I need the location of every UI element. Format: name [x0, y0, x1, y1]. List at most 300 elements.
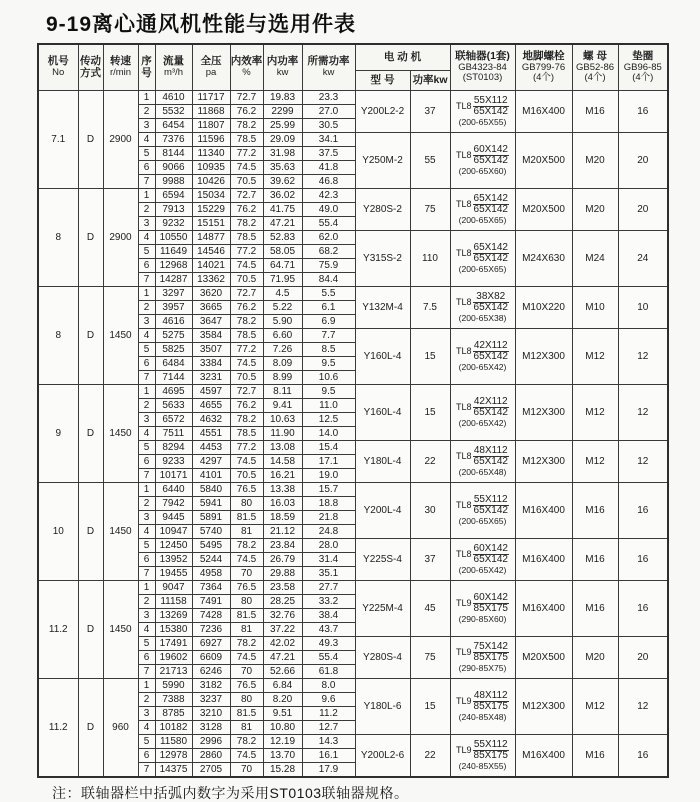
cell-required-power: 31.4 — [302, 553, 355, 567]
cell-pressure: 11807 — [192, 119, 230, 133]
cell-seq: 1 — [138, 581, 155, 595]
cell-pressure: 3182 — [192, 679, 230, 693]
cell-motor-model: Y200L-4 — [355, 483, 410, 539]
cell-anchor-bolt: M16X400 — [515, 91, 572, 133]
cell-pressure: 5840 — [192, 483, 230, 497]
cell-internal-power: 29.88 — [263, 567, 302, 581]
cell-flow: 9066 — [155, 161, 192, 175]
cell-anchor-bolt: M20X500 — [515, 637, 572, 679]
cell-motor-power: 110 — [410, 231, 450, 287]
cell-speed: 1450 — [103, 483, 138, 581]
cell-required-power: 41.8 — [302, 161, 355, 175]
col-header-drive: 传动 方式 — [78, 44, 103, 91]
cell-flow: 9047 — [155, 581, 192, 595]
cell-flow: 6454 — [155, 119, 192, 133]
cell-required-power: 12.5 — [302, 413, 355, 427]
cell-seq: 1 — [138, 91, 155, 105]
cell-flow: 4695 — [155, 385, 192, 399]
cell-efficiency: 78.2 — [230, 217, 263, 231]
cell-seq: 7 — [138, 175, 155, 189]
coupling-fraction — [473, 593, 509, 614]
table-header — [38, 44, 668, 91]
coupling-fraction — [473, 642, 509, 663]
cell-efficiency: 80 — [230, 497, 263, 511]
coupling-st0103-note: (200-65X42) — [458, 565, 507, 576]
cell-required-power: 9.5 — [302, 385, 355, 399]
cell-speed: 2900 — [103, 189, 138, 287]
coupling-type: TL8 — [456, 346, 472, 357]
cell-seq: 7 — [138, 763, 155, 778]
cell-motor-model: Y250M-2 — [355, 133, 410, 189]
cell-seq: 6 — [138, 259, 155, 273]
cell-seq: 4 — [138, 133, 155, 147]
cell-flow: 12450 — [155, 539, 192, 553]
cell-pressure: 2996 — [192, 735, 230, 749]
coupling-bottom: 65X142 — [473, 351, 508, 363]
coupling-bottom: 65X142 — [473, 407, 508, 419]
coupling-bottom: 85X175 — [473, 750, 508, 762]
cell-required-power: 15.7 — [302, 483, 355, 497]
cell-seq: 2 — [138, 497, 155, 511]
cell-efficiency: 78.2 — [230, 119, 263, 133]
table-row — [38, 385, 668, 399]
cell-coupling — [450, 539, 515, 581]
cell-motor-model: Y160L-4 — [355, 329, 410, 385]
col-header-efficiency: 内效率 % — [230, 44, 263, 91]
cell-required-power: 55.4 — [302, 217, 355, 231]
cell-pressure: 4453 — [192, 441, 230, 455]
cell-internal-power: 8.20 — [263, 693, 302, 707]
cell-anchor-bolt: M16X400 — [515, 581, 572, 637]
coupling-fraction — [473, 145, 509, 166]
cell-internal-power: 23.58 — [263, 581, 302, 595]
cell-required-power: 23.3 — [302, 91, 355, 105]
cell-pressure: 7491 — [192, 595, 230, 609]
coupling-spec — [451, 495, 515, 516]
cell-machine-no: 11.2 — [38, 679, 78, 778]
cell-coupling — [450, 385, 515, 441]
cell-pressure: 6927 — [192, 637, 230, 651]
cell-anchor-bolt: M12X300 — [515, 329, 572, 385]
table-row — [38, 483, 668, 497]
cell-flow: 3297 — [155, 287, 192, 301]
cell-pressure: 5495 — [192, 539, 230, 553]
cell-washer: 20 — [618, 189, 668, 231]
cell-internal-power: 41.75 — [263, 203, 302, 217]
cell-efficiency: 81 — [230, 525, 263, 539]
cell-internal-power: 64.71 — [263, 259, 302, 273]
cell-flow: 19602 — [155, 651, 192, 665]
coupling-fraction — [473, 341, 509, 362]
cell-flow: 4610 — [155, 91, 192, 105]
cell-washer: 16 — [618, 91, 668, 133]
coupling-type: TL8 — [456, 248, 472, 259]
cell-drive-type: D — [78, 581, 103, 679]
table-row — [38, 189, 668, 203]
coupling-spec — [451, 145, 515, 166]
coupling-spec — [451, 642, 515, 663]
cell-required-power: 14.0 — [302, 427, 355, 441]
cell-internal-power: 6.60 — [263, 329, 302, 343]
cell-pressure: 3384 — [192, 357, 230, 371]
cell-efficiency: 81.5 — [230, 609, 263, 623]
cell-pressure: 5740 — [192, 525, 230, 539]
cell-seq: 4 — [138, 329, 155, 343]
cell-internal-power: 9.51 — [263, 707, 302, 721]
cell-internal-power: 23.84 — [263, 539, 302, 553]
cell-required-power: 37.5 — [302, 147, 355, 161]
cell-seq: 2 — [138, 105, 155, 119]
cell-seq: 2 — [138, 595, 155, 609]
cell-efficiency: 78.5 — [230, 231, 263, 245]
col-header-flow: 流量 m³/h — [155, 44, 192, 91]
cell-seq: 5 — [138, 539, 155, 553]
cell-seq: 4 — [138, 525, 155, 539]
cell-efficiency: 74.5 — [230, 357, 263, 371]
cell-flow: 7913 — [155, 203, 192, 217]
cell-efficiency: 74.5 — [230, 749, 263, 763]
cell-pressure: 4551 — [192, 427, 230, 441]
cell-required-power: 5.5 — [302, 287, 355, 301]
cell-required-power: 12.7 — [302, 721, 355, 735]
cell-internal-power: 15.28 — [263, 763, 302, 778]
cell-flow: 11158 — [155, 595, 192, 609]
cell-coupling — [450, 637, 515, 679]
coupling-st0103-note: (200-65X48) — [458, 467, 507, 478]
cell-efficiency: 74.5 — [230, 651, 263, 665]
coupling-st0103-note: (200-65X42) — [458, 418, 507, 429]
cell-efficiency: 74.5 — [230, 161, 263, 175]
coupling-fraction — [473, 96, 509, 117]
cell-required-power: 11.2 — [302, 707, 355, 721]
cell-required-power: 49.0 — [302, 203, 355, 217]
cell-efficiency: 78.2 — [230, 315, 263, 329]
coupling-top: 75X142 — [473, 641, 508, 653]
cell-required-power: 34.1 — [302, 133, 355, 147]
cell-nut: M20 — [572, 189, 618, 231]
coupling-st0103-note: (200-65X60) — [458, 166, 507, 177]
coupling-spec — [451, 740, 515, 761]
coupling-spec — [451, 593, 515, 614]
cell-flow: 19455 — [155, 567, 192, 581]
cell-flow: 5825 — [155, 343, 192, 357]
cell-coupling — [450, 189, 515, 231]
cell-flow: 12968 — [155, 259, 192, 273]
coupling-type: TL9 — [456, 745, 472, 756]
cell-nut: M24 — [572, 231, 618, 287]
cell-efficiency: 70 — [230, 763, 263, 778]
cell-coupling — [450, 483, 515, 539]
cell-pressure: 4632 — [192, 413, 230, 427]
cell-pressure: 3210 — [192, 707, 230, 721]
cell-motor-model: Y132M-4 — [355, 287, 410, 329]
coupling-fraction — [473, 194, 509, 215]
col-header-anchor-bolt: 地脚螺栓 GB799-76 (4个) — [515, 44, 572, 91]
cell-seq: 2 — [138, 693, 155, 707]
coupling-bottom: 65X142 — [473, 456, 508, 468]
cell-anchor-bolt: M24X630 — [515, 231, 572, 287]
cell-seq: 6 — [138, 651, 155, 665]
cell-flow: 7942 — [155, 497, 192, 511]
cell-machine-no: 9 — [38, 385, 78, 483]
cell-flow: 6594 — [155, 189, 192, 203]
cell-pressure: 3584 — [192, 329, 230, 343]
cell-efficiency: 72.7 — [230, 287, 263, 301]
cell-internal-power: 28.25 — [263, 595, 302, 609]
cell-efficiency: 77.2 — [230, 343, 263, 357]
cell-internal-power: 13.38 — [263, 483, 302, 497]
cell-flow: 9233 — [155, 455, 192, 469]
cell-pressure: 2705 — [192, 763, 230, 778]
cell-washer: 16 — [618, 483, 668, 539]
coupling-st0103-note: (200-65X65) — [458, 215, 507, 226]
cell-efficiency: 78.2 — [230, 413, 263, 427]
cell-internal-power: 12.19 — [263, 735, 302, 749]
col-header-nut: 螺 母 GB52-86 (4个) — [572, 44, 618, 91]
coupling-spec — [451, 691, 515, 712]
cell-pressure: 6246 — [192, 665, 230, 679]
cell-pressure: 15151 — [192, 217, 230, 231]
cell-flow: 9445 — [155, 511, 192, 525]
cell-required-power: 33.2 — [302, 595, 355, 609]
cell-efficiency: 76.2 — [230, 301, 263, 315]
coupling-type: TL8 — [456, 451, 472, 462]
cell-efficiency: 72.7 — [230, 189, 263, 203]
cell-internal-power: 4.5 — [263, 287, 302, 301]
coupling-top: 42X112 — [473, 396, 508, 408]
cell-seq: 6 — [138, 455, 155, 469]
cell-required-power: 14.3 — [302, 735, 355, 749]
col-header-speed: 转速 r/min — [103, 44, 138, 91]
cell-flow: 10550 — [155, 231, 192, 245]
cell-required-power: 27.7 — [302, 581, 355, 595]
cell-internal-power: 10.63 — [263, 413, 302, 427]
coupling-bottom: 65X142 — [473, 106, 508, 118]
cell-seq: 7 — [138, 567, 155, 581]
cell-seq: 3 — [138, 119, 155, 133]
cell-flow: 5990 — [155, 679, 192, 693]
cell-internal-power: 9.41 — [263, 399, 302, 413]
coupling-type: TL8 — [456, 101, 472, 112]
cell-internal-power: 21.12 — [263, 525, 302, 539]
cell-required-power: 62.0 — [302, 231, 355, 245]
cell-flow: 13952 — [155, 553, 192, 567]
cell-seq: 6 — [138, 553, 155, 567]
cell-machine-no: 8 — [38, 189, 78, 287]
cell-flow: 14375 — [155, 763, 192, 778]
cell-anchor-bolt: M10X220 — [515, 287, 572, 329]
cell-seq: 4 — [138, 623, 155, 637]
coupling-fraction — [473, 292, 509, 313]
cell-nut: M12 — [572, 385, 618, 441]
cell-seq: 4 — [138, 231, 155, 245]
cell-internal-power: 16.21 — [263, 469, 302, 483]
cell-efficiency: 81 — [230, 623, 263, 637]
cell-seq: 3 — [138, 609, 155, 623]
cell-pressure: 10426 — [192, 175, 230, 189]
coupling-type: TL8 — [456, 549, 472, 560]
cell-motor-model: Y280S-4 — [355, 637, 410, 679]
cell-speed: 960 — [103, 679, 138, 778]
cell-pressure: 5244 — [192, 553, 230, 567]
cell-required-power: 35.1 — [302, 567, 355, 581]
cell-internal-power: 6.84 — [263, 679, 302, 693]
col-header-seq: 序 号 — [138, 44, 155, 91]
col-header-motor-power: 功率kw — [410, 71, 450, 91]
cell-seq: 5 — [138, 637, 155, 651]
cell-coupling — [450, 329, 515, 385]
coupling-top: 42X112 — [473, 340, 508, 352]
col-header-washer: 垫圈 GB96-85 (4个) — [618, 44, 668, 91]
coupling-top: 55X112 — [473, 494, 508, 506]
cell-seq: 2 — [138, 203, 155, 217]
cell-flow: 21713 — [155, 665, 192, 679]
coupling-bottom: 85X175 — [473, 701, 508, 713]
cell-flow: 7144 — [155, 371, 192, 385]
cell-nut: M16 — [572, 483, 618, 539]
cell-motor-model: Y200L2-6 — [355, 735, 410, 778]
cell-efficiency: 76.5 — [230, 581, 263, 595]
cell-anchor-bolt: M16X400 — [515, 539, 572, 581]
cell-efficiency: 76.2 — [230, 105, 263, 119]
cell-efficiency: 76.5 — [230, 483, 263, 497]
cell-pressure: 3665 — [192, 301, 230, 315]
coupling-bottom: 65X142 — [473, 204, 508, 216]
coupling-top: 60X142 — [473, 592, 508, 604]
cell-motor-power: 22 — [410, 735, 450, 778]
cell-motor-power: 15 — [410, 329, 450, 385]
cell-drive-type: D — [78, 483, 103, 581]
cell-internal-power: 7.26 — [263, 343, 302, 357]
cell-required-power: 10.6 — [302, 371, 355, 385]
cell-motor-model: Y200L2-2 — [355, 91, 410, 133]
cell-internal-power: 11.90 — [263, 427, 302, 441]
cell-pressure: 6609 — [192, 651, 230, 665]
cell-seq: 5 — [138, 735, 155, 749]
cell-washer: 24 — [618, 231, 668, 287]
cell-seq: 5 — [138, 441, 155, 455]
cell-flow: 7388 — [155, 693, 192, 707]
coupling-top: 65X142 — [473, 242, 508, 254]
cell-machine-no: 7.1 — [38, 91, 78, 189]
coupling-spec — [451, 292, 515, 313]
cell-required-power: 55.4 — [302, 651, 355, 665]
cell-seq: 1 — [138, 287, 155, 301]
cell-internal-power: 8.99 — [263, 371, 302, 385]
cell-coupling — [450, 91, 515, 133]
cell-efficiency: 76.2 — [230, 203, 263, 217]
cell-internal-power: 25.99 — [263, 119, 302, 133]
page-title: 9-19离心通风机性能与选用件表 — [46, 13, 357, 36]
coupling-type: TL9 — [456, 696, 472, 707]
cell-anchor-bolt: M12X300 — [515, 679, 572, 735]
cell-pressure: 7236 — [192, 623, 230, 637]
cell-washer: 12 — [618, 679, 668, 735]
cell-washer: 12 — [618, 329, 668, 385]
cell-pressure: 11340 — [192, 147, 230, 161]
cell-flow: 9232 — [155, 217, 192, 231]
cell-internal-power: 71.95 — [263, 273, 302, 287]
cell-motor-power: 15 — [410, 385, 450, 441]
coupling-spec — [451, 544, 515, 565]
cell-seq: 4 — [138, 721, 155, 735]
cell-motor-model: Y180L-4 — [355, 441, 410, 483]
cell-nut: M20 — [572, 637, 618, 679]
coupling-type: TL9 — [456, 598, 472, 609]
coupling-st0103-note: (290-85X75) — [458, 663, 507, 674]
cell-coupling — [450, 679, 515, 735]
cell-efficiency: 78.2 — [230, 637, 263, 651]
coupling-top: 48X112 — [473, 690, 508, 702]
cell-motor-model: Y315S-2 — [355, 231, 410, 287]
cell-flow: 8294 — [155, 441, 192, 455]
cell-internal-power: 42.02 — [263, 637, 302, 651]
cell-required-power: 17.1 — [302, 455, 355, 469]
cell-flow: 4616 — [155, 315, 192, 329]
coupling-spec — [451, 397, 515, 418]
cell-motor-model: Y225M-4 — [355, 581, 410, 637]
cell-washer: 20 — [618, 133, 668, 189]
cell-motor-power: 15 — [410, 679, 450, 735]
cell-pressure: 14546 — [192, 245, 230, 259]
col-header-motor: 电 动 机 — [355, 44, 450, 71]
cell-anchor-bolt: M12X300 — [515, 441, 572, 483]
coupling-st0103-note: (290-85X60) — [458, 614, 507, 625]
cell-internal-power: 2299 — [263, 105, 302, 119]
cell-pressure: 11596 — [192, 133, 230, 147]
cell-seq: 1 — [138, 483, 155, 497]
cell-internal-power: 5.90 — [263, 315, 302, 329]
coupling-bottom: 65X142 — [473, 155, 508, 167]
cell-flow: 10171 — [155, 469, 192, 483]
coupling-spec — [451, 341, 515, 362]
coupling-type: TL8 — [456, 297, 472, 308]
coupling-fraction — [473, 397, 509, 418]
cell-machine-no: 10 — [38, 483, 78, 581]
cell-motor-power: 30 — [410, 483, 450, 539]
cell-motor-model: Y280S-2 — [355, 189, 410, 231]
col-header-machine-no: 机号 No — [38, 44, 78, 91]
coupling-type: TL9 — [456, 647, 472, 658]
cell-speed: 1450 — [103, 581, 138, 679]
col-header-pressure: 全压 pa — [192, 44, 230, 91]
cell-efficiency: 74.5 — [230, 455, 263, 469]
table-row — [38, 287, 668, 301]
cell-seq: 3 — [138, 511, 155, 525]
cell-required-power: 61.8 — [302, 665, 355, 679]
cell-required-power: 9.5 — [302, 357, 355, 371]
cell-seq: 3 — [138, 707, 155, 721]
cell-internal-power: 58.05 — [263, 245, 302, 259]
cell-washer: 10 — [618, 287, 668, 329]
cell-pressure: 10935 — [192, 161, 230, 175]
cell-internal-power: 10.80 — [263, 721, 302, 735]
cell-efficiency: 77.2 — [230, 441, 263, 455]
cell-coupling — [450, 231, 515, 287]
cell-pressure: 7364 — [192, 581, 230, 595]
cell-internal-power: 8.11 — [263, 385, 302, 399]
coupling-top: 55X112 — [473, 95, 508, 107]
cell-pressure: 4101 — [192, 469, 230, 483]
cell-flow: 7376 — [155, 133, 192, 147]
cell-required-power: 42.3 — [302, 189, 355, 203]
cell-flow: 6484 — [155, 357, 192, 371]
cell-efficiency: 70 — [230, 567, 263, 581]
coupling-fraction — [473, 544, 509, 565]
col-header-required-power: 所需功率 kw — [302, 44, 355, 91]
cell-required-power: 8.0 — [302, 679, 355, 693]
cell-seq: 1 — [138, 385, 155, 399]
